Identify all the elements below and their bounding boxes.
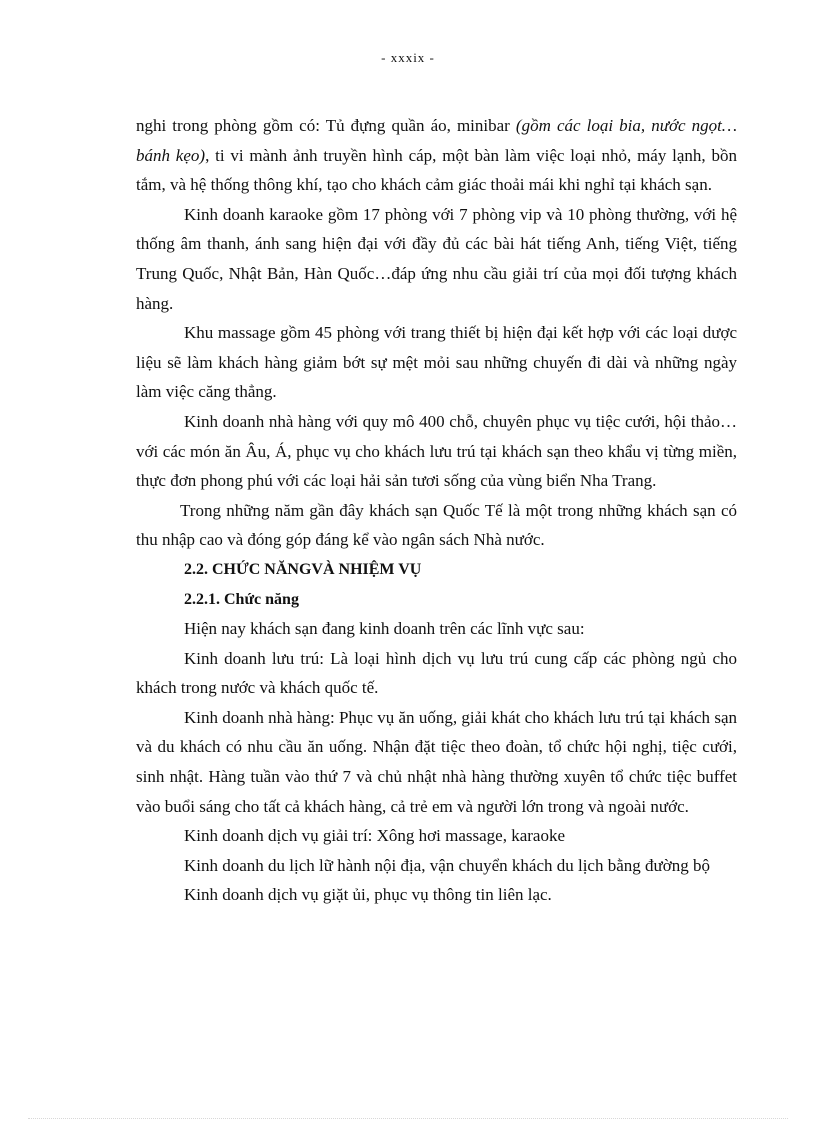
paragraph-text: nghi trong phòng gồm có: Tủ đựng quần áo, minibar: [136, 116, 516, 135]
paragraph-text: , ti vi mành ảnh truyền hình cáp, một bàn làm việc loại nhỏ, máy lạnh, bồn tắm, và hệ thống thông khí, tạo cho khách cảm giác thoải mái khi nghỉ tại khách sạn.: [136, 145, 737, 195]
paragraph-laundry: Kinh doanh dịch vụ giặt ủi, phục vụ thông tin liên lạc.: [184, 885, 552, 905]
paragraph-room-amenities: [136, 111, 737, 200]
paragraph-restaurant-business: Kinh doanh nhà hàng: Phục vụ ăn uống, giải khát cho khách lưu trú tại khách sạn và du khách có nhu cầu ăn uống. Nhận đặt tiệc theo đoàn, tổ chức hội nghị, tiệc cưới, sinh nhật. Hàng tuần vào thứ 7 và chủ nhật nhà hàng thường xuyên tổ chức tiệc buffet vào buổi sáng cho tất cả khách hàng, cả trẻ em và người lớn trong và ngoài nước.: [136, 707, 737, 816]
page-number: - xxxix -: [381, 50, 435, 65]
paragraph-entertainment: Kinh doanh dịch vụ giải trí: Xông hơi massage, karaoke: [184, 826, 566, 846]
section-heading: 2.2. CHỨC NĂNGVÀ NHIỆM VỤ: [184, 560, 422, 578]
page-bottom-divider: [28, 1118, 788, 1119]
subsection-heading: 2.2.1. Chức năng: [184, 590, 299, 608]
paragraph-karaoke: Kinh doanh karaoke gồm 17 phòng với 7 phòng vip và 10 phòng thường, với hệ thống âm thanh, ánh sang hiện đại với đầy đủ các bài hát tiếng Anh, tiếng Việt, tiếng Trung Quốc, Nhật Bản, Hàn Quốc…đáp ứng nhu cầu giải trí của mọi đối tượng khách hàng.: [136, 204, 737, 313]
paragraph-restaurant: Kinh doanh nhà hàng với quy mô 400 chỗ, chuyên phục vụ tiệc cưới, hội thảo… với các món ăn Âu, Á, phục vụ cho khách lưu trú tại khách sạn theo khẩu vị từng miền, thực đơn phong phú với các loại hải sản tươi sống của vùng biển Nha Trang.: [136, 411, 737, 491]
document-body: [136, 111, 737, 910]
paragraph-massage: Khu massage gồm 45 phòng với trang thiết bị hiện đại kết hợp với các loại dược liệu sẽ làm khách hàng giảm bớt sự mệt mỏi sau những chuyến đi dài và những ngày làm việc căng thẳng.: [136, 323, 737, 402]
paragraph-italic-text: (gồm các loại bia, nước ngọt…bánh kẹo): [136, 116, 738, 165]
paragraph-accommodation: Kinh doanh lưu trú: Là loại hình dịch vụ lưu trú cung cấp các phòng ngủ cho khách trong nước và khách quốc tế.: [136, 648, 737, 698]
paragraph-income: Trong những năm gần đây khách sạn Quốc Tế là một trong những khách sạn có thu nhập cao và đóng góp đáng kể vào ngân sách Nhà nước.: [136, 500, 737, 550]
paragraph-travel: Kinh doanh du lịch lữ hành nội địa, vận chuyển khách du lịch bằng đường bộ: [184, 855, 710, 875]
paragraph-business-areas: Hiện nay khách sạn đang kinh doanh trên các lĩnh vực sau:: [184, 619, 585, 639]
